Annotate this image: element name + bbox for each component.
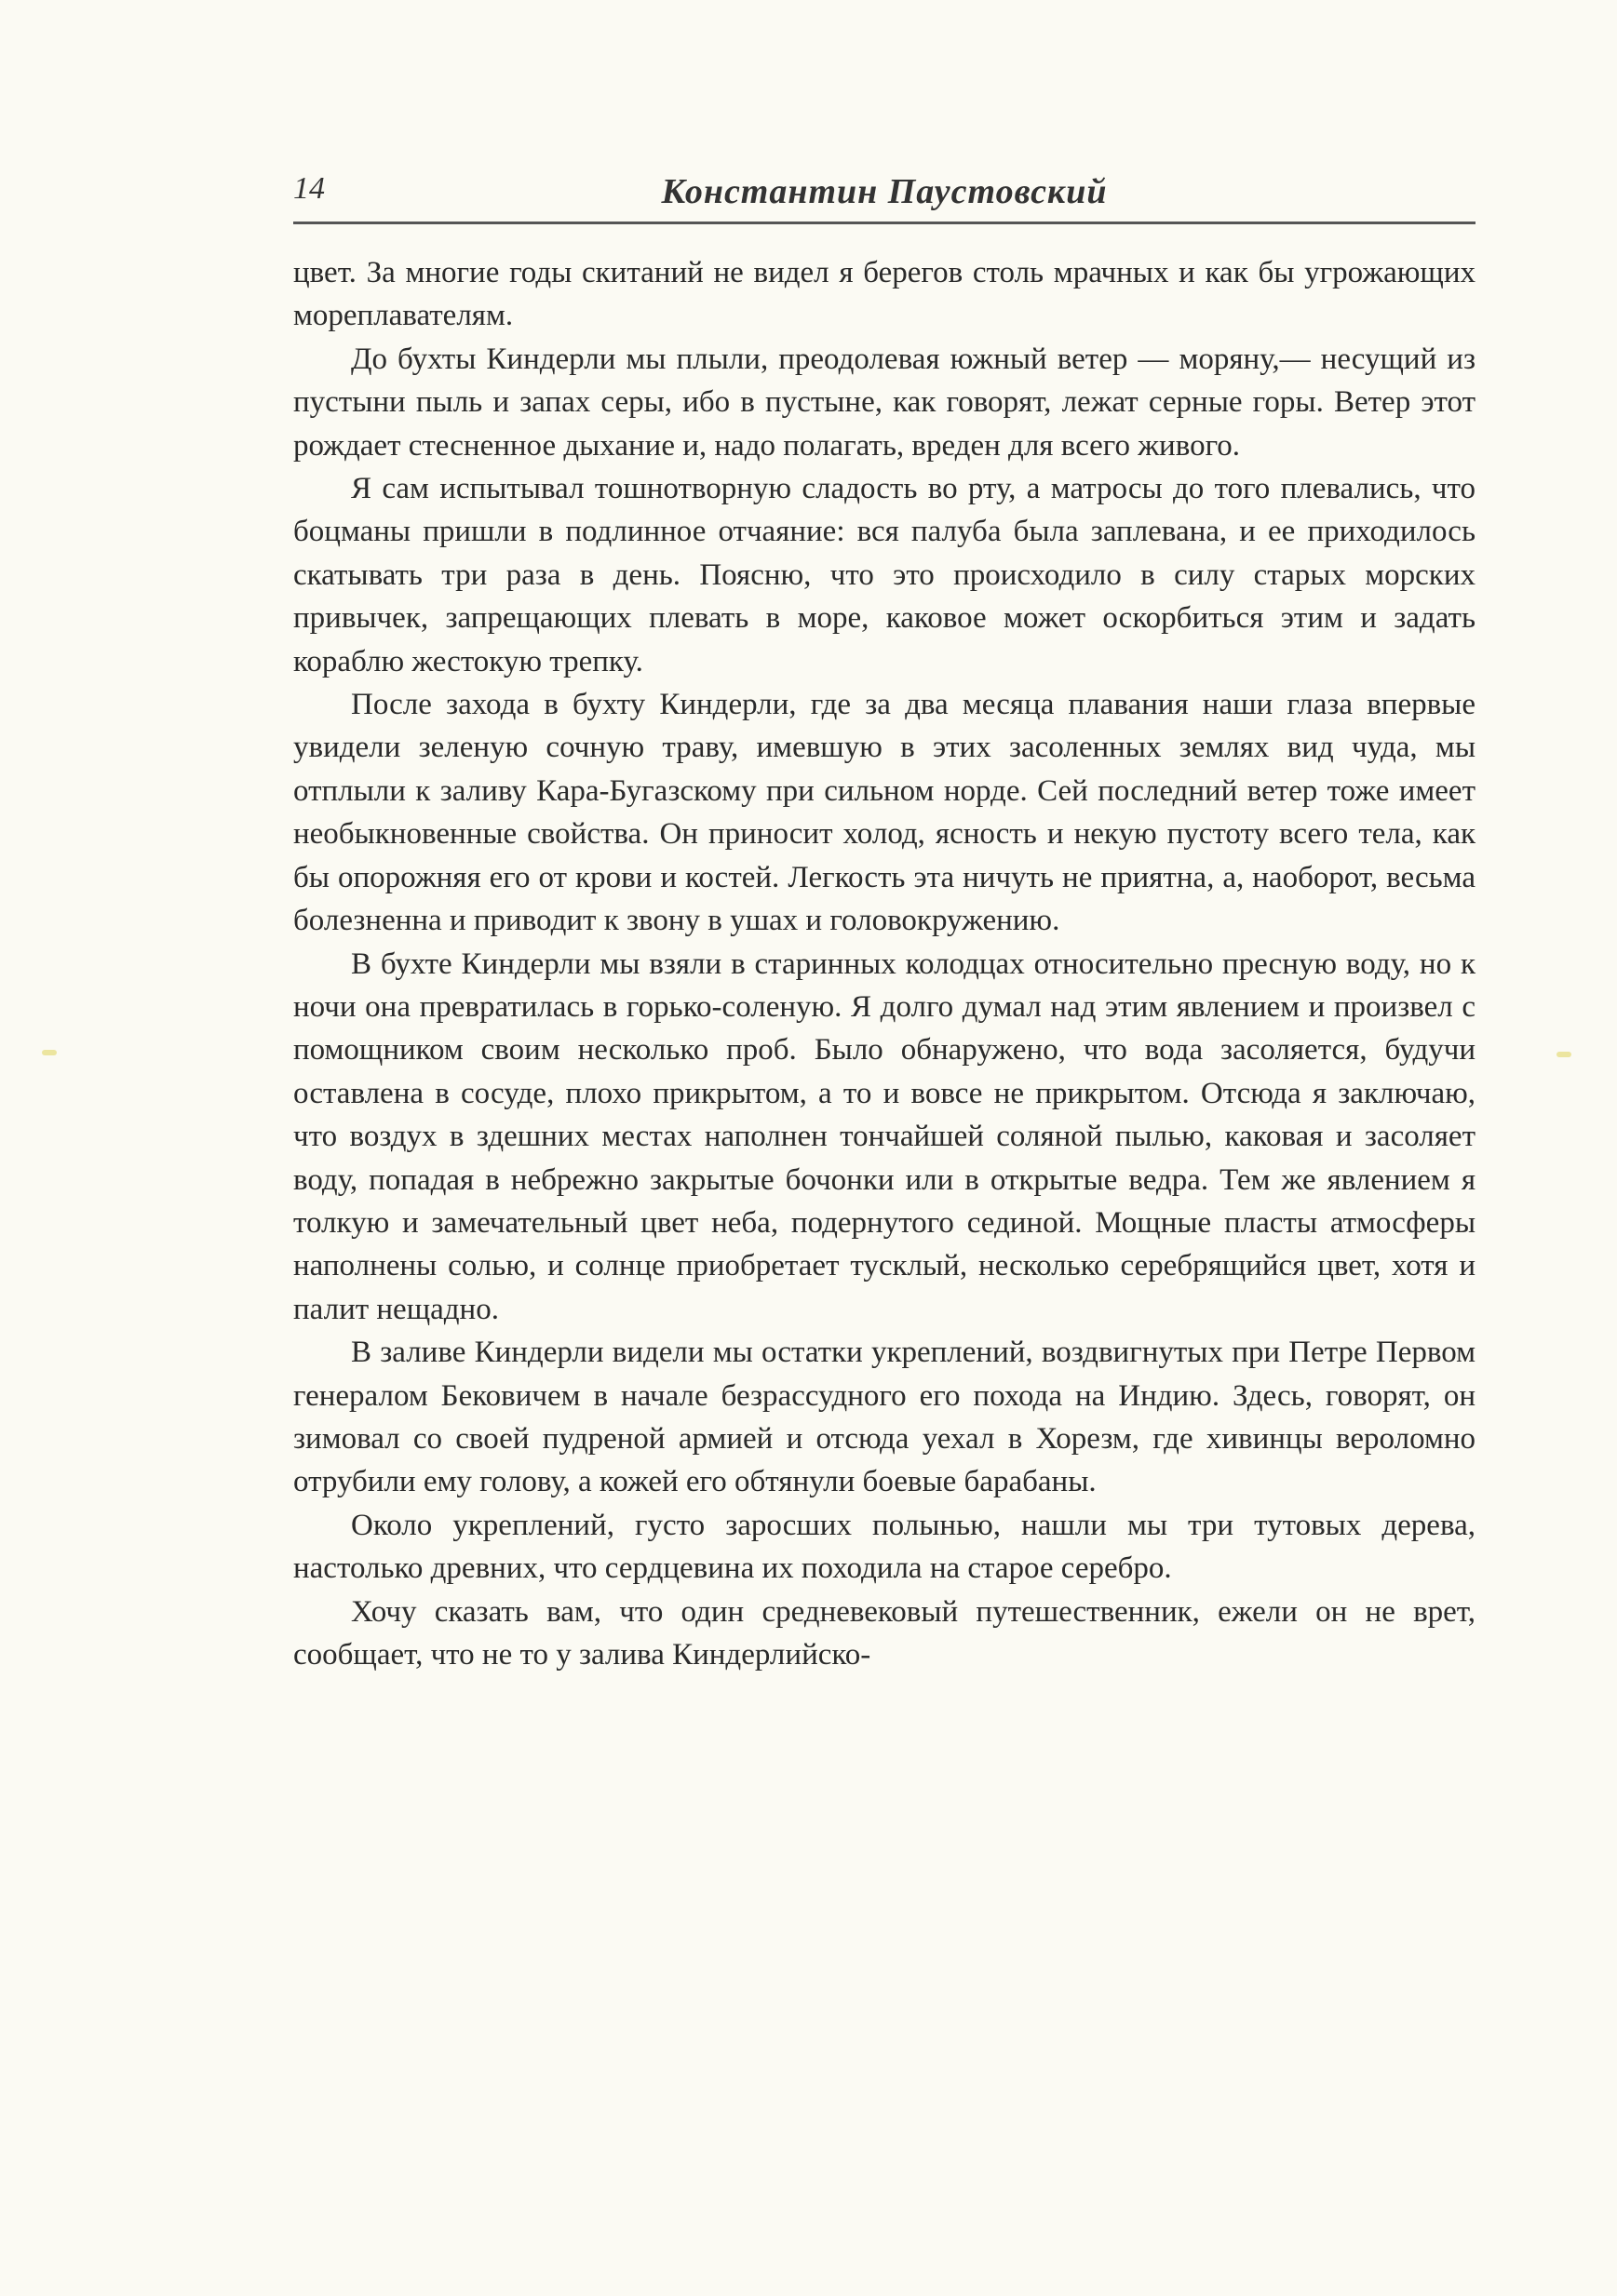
scan-mark [42, 1050, 57, 1055]
header-rule [293, 222, 1476, 224]
paragraph: Хочу сказать вам, что один средневековый путешественник, ежели он не врет, сообщает, что не то у залива Киндерлийско- [293, 1594, 1476, 1672]
page-number: 14 [293, 171, 325, 206]
paragraph: В бухте Киндерли мы взяли в старинных колодцах относительно пресную воду, но к ночи она превратилась в горько-соленую. Я долго думал над этим явлением и произвел с помощником своим несколько проб. Было обнаружено, что вода засоляется, будучи оставлена в сосуде, плохо прикрытом, а то и вовсе не прикрытом. Отсюда я заключаю, что воздух в здешних местах наполнен тончайшей соляной пылью, каковая и засоляет воду, попадая в небрежно закрытые бочонки или в открытые ведра. Тем же явлением я толкую и замечательный цвет неба, подернутого сединой. Мощные пласты атмосферы наполнены солью, и солнце приобретает тусклый, несколько серебрящийся цвет, хотя и палит нещадно. [293, 947, 1476, 1326]
paragraph: Около укреплений, густо заросших полынью, нашли мы три тутовых дерева, настолько древних, что сердцевина их походила на старое серебро. [293, 1508, 1476, 1586]
paragraph: В заливе Киндерли видели мы остатки укреплений, воздвигнутых при Петре Первом генералом Бековичем в начале безрассудного его похода на Индию. Здесь, говорят, он зимовал со своей пудреной армией и отсюда уехал в Хорезм, где хивинцы вероломно отрубили ему голову, а кожей его обтянули боевые барабаны. [293, 1336, 1476, 1499]
paragraph: До бухты Киндерли мы плыли, преодолевая южный ветер — моряну,— несущий из пустыни пыль и запах серы, ибо в пустыне, как говорят, лежат серные горы. Ветер этот рождает стесненное дыхание и, надо полагать, вреден для всего живого. [293, 342, 1476, 463]
page-header [293, 171, 1476, 218]
body-text [293, 251, 1476, 1676]
running-title: Константин Паустовский [661, 172, 1108, 211]
scan-mark [1556, 1052, 1571, 1057]
paragraph: После захода в бухту Киндерли, где за два месяца плавания наши глаза впервые увидели зеленую сочную траву, имевшую в этих засоленных землях вид чуда, мы отплыли к заливу Кара-Бугазскому при сильном норде. Сей последний ветер тоже имеет необыкновенные свойства. Он приносит холод, ясность и некую пустоту всего тела, как бы опорожняя его от крови и костей. Легкость эта ничуть не приятна, а, наоборот, весьма болезненна и приводит к звону в ушах и головокружению. [293, 688, 1476, 938]
paragraph: цвет. За многие годы скитаний не видел я берегов столь мрачных и как бы угрожающих мореплавателям. [293, 256, 1476, 333]
paragraph: Я сам испытывал тошнотворную сладость во рту, а матросы до того плевались, что боцманы пришли в подлинное отчаяние: вся палуба была заплевана, и ее приходилось скатывать три раза в день. Поясню, что это происходило в силу старых морских привычек, запрещающих плевать в море, каковое может оскорбиться этим и задать кораблю жестокую трепку. [293, 472, 1476, 678]
